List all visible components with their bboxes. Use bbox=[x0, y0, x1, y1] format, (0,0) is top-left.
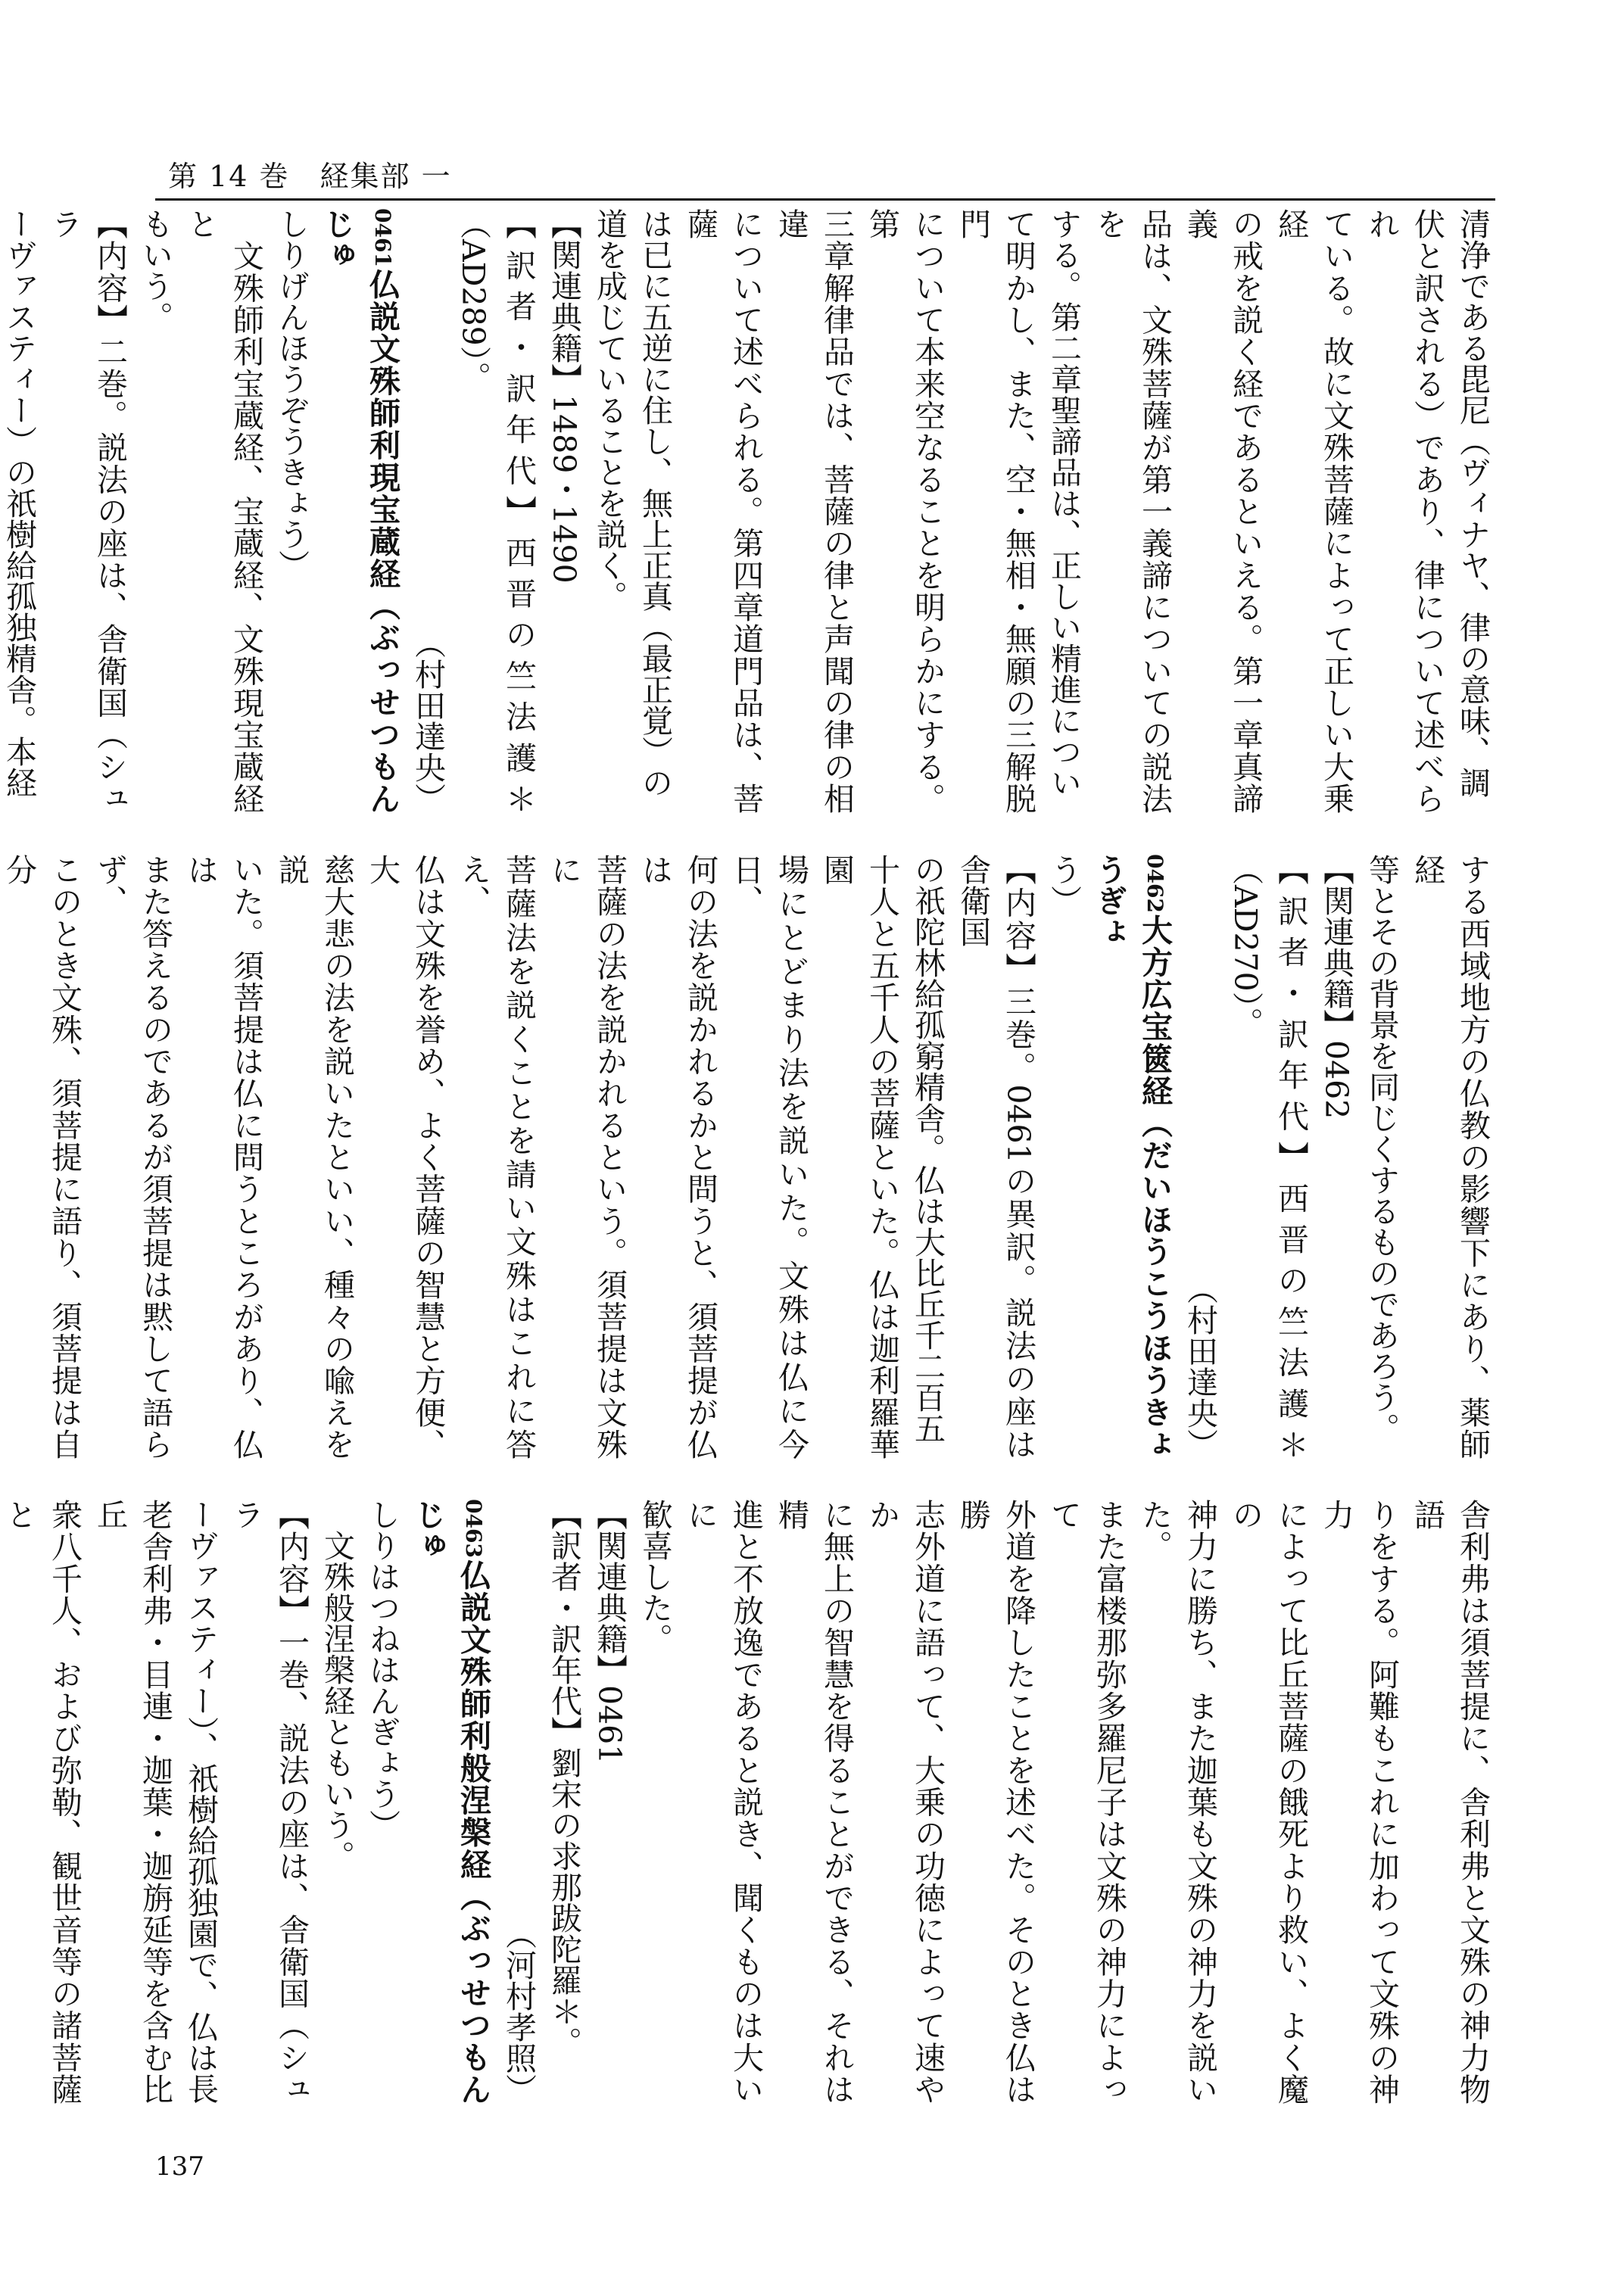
text-line: 【関連典籍】1489・1490 bbox=[546, 208, 582, 584]
text-line: 【内容】一巻、説法の座は、舎衛国（シュラ bbox=[228, 1499, 310, 2105]
text-line: 進と不放逸であると説き、聞くものは大いに bbox=[682, 1499, 764, 2105]
text-line: いた。須菩提は仏に問うところがあり、仏は bbox=[182, 854, 264, 1460]
entry-number: 0462 bbox=[1142, 854, 1167, 913]
text-line: ーヴァスティー）、祇樹給孤独園で、仏は長 bbox=[182, 1499, 219, 2105]
text-line: について述べられる。第四章道門品は、菩薩 bbox=[682, 208, 764, 814]
volume-header: 第 14 巻 経集部 一 bbox=[168, 160, 452, 193]
text-line: 何の法を説かれるかと問うと、須菩提が仏は bbox=[637, 854, 718, 1460]
text-line: このとき文殊、須菩提に語り、須菩提は自分 bbox=[1, 854, 83, 1460]
text-tier-top bbox=[1, 208, 1495, 815]
text-line: 道を成じていることを説く。 bbox=[591, 208, 628, 612]
entry-title: 仏説文殊師利般涅槃経（ぶっせつもんじゅ bbox=[410, 1499, 491, 2105]
text-line: 十人と五千人の菩薩といた。仏は迦利羅華園 bbox=[818, 854, 900, 1460]
translator-credit: （村田達央） bbox=[1182, 1273, 1218, 1460]
text-line: もいう。 bbox=[137, 208, 173, 332]
text-line: 【内容】三巻。0461の異訳。説法の座は舎衛国 bbox=[955, 854, 1036, 1460]
text-line: 菩薩法を説くことを請い文殊はこれに答え、 bbox=[455, 854, 537, 1460]
text-tier-bottom bbox=[1, 1499, 1495, 2105]
text-line: 三章解律品では、菩薩の律と声聞の律の相違 bbox=[773, 208, 855, 814]
text-line: また富楼那弥多羅尼子は文殊の神力によって bbox=[1046, 1499, 1127, 2105]
text-line: の戒を説く経であるといえる。第一章真諦義 bbox=[1182, 208, 1264, 814]
text-line: 【内容】二巻。説法の座は、舎衛国（シュラ bbox=[46, 208, 128, 814]
entry-title: 仏説文殊師利現宝蔵経（ぶっせつもんじゅ bbox=[319, 208, 401, 814]
text-line: 外道を降したことを述べた。そのとき仏は勝 bbox=[955, 1499, 1036, 2105]
text-line: 品は、文殊菩薩が第一義諦についての説法を bbox=[1091, 208, 1173, 814]
text-line: 歓喜した。 bbox=[637, 1499, 673, 1654]
entry-number: 0463 bbox=[461, 1499, 486, 1558]
text-line: によって比丘菩薩の餓死より救い、よく魔の bbox=[1227, 1499, 1309, 2105]
entry-heading bbox=[1086, 854, 1177, 1460]
text-line: 【関連典籍】0462 bbox=[1318, 854, 1354, 1120]
entry-title: 大方広宝篋経（だいほうこうほうきょうぎょ bbox=[1091, 854, 1173, 1460]
text-line: ている。故に文殊菩薩によって正しい大乗経 bbox=[1273, 208, 1354, 814]
text-line: 【訳者・訳年代】劉宋の求那跋陀羅＊。 bbox=[546, 1499, 582, 2058]
text-line: う） bbox=[1046, 854, 1082, 916]
text-line: 舎利弗は須菩提に、舎利弗と文殊の神力物語 bbox=[1409, 1499, 1491, 2105]
text-line: 場にとどまり法を説いた。文殊は仏に今日、 bbox=[728, 854, 809, 1460]
text-line: 等とその背景を同じくするものであろう。 bbox=[1364, 854, 1400, 1444]
text-line: 菩薩の法を説かれるという。須菩提は文殊に bbox=[546, 854, 628, 1460]
page-number: 137 bbox=[155, 2151, 204, 2182]
text-line: 清浄である毘尼（ヴィナヤ、律の意味、調 bbox=[1454, 208, 1491, 798]
text-line: 文殊師利宝蔵経、宝蔵経、文殊現宝蔵経と bbox=[182, 208, 264, 814]
header-rule bbox=[155, 198, 1495, 201]
text-line: 神力に勝ち、また迦葉も文殊の神力を説いた。 bbox=[1136, 1499, 1218, 2105]
text-line: は已に五逆に住し、無上正真（最正覚）の bbox=[637, 208, 673, 798]
text-line: 老舎利弗・目連・迦葉・迦旃延等を含む比丘 bbox=[92, 1499, 173, 2105]
text-line: について本来空なることを明らかにする。第 bbox=[864, 208, 946, 814]
text-line: 慈大悲の法を説いたといい、種々の喩えを説 bbox=[273, 854, 355, 1460]
text-line: に無上の智慧を得ることができる、それは精 bbox=[773, 1499, 855, 2105]
text-tier-middle bbox=[1, 854, 1495, 1460]
text-line: しりげんほうぞうきょう） bbox=[273, 208, 310, 581]
text-line: 仏は文殊を誉め、よく菩薩の智慧と方便、大 bbox=[364, 854, 446, 1460]
text-line: する西域地方の仏教の影響下にあり、薬師経 bbox=[1409, 854, 1491, 1460]
text-line: 【訳者・訳年代】西晋の竺法護＊（AD289）。 bbox=[455, 208, 537, 815]
text-line: 【関連典籍】0461 bbox=[591, 1499, 628, 1765]
translator-credit: （村田達央） bbox=[410, 628, 446, 814]
text-line: 【訳者・訳年代】西晋の竺法護＊（AD270）。 bbox=[1227, 854, 1309, 1460]
text-line: 志外道に語って、大乗の功徳によって速やか bbox=[864, 1499, 946, 2105]
text-line: 文殊般涅槃経ともいう。 bbox=[319, 1499, 355, 1871]
translator-credit: （河村孝照） bbox=[500, 1918, 537, 2105]
text-line: する。第二章聖諦品は、正しい精進につい bbox=[1046, 208, 1082, 798]
text-line: 衆八千人、および弥勒、観世音等の諸菩薩と bbox=[1, 1499, 83, 2105]
text-line: ーヴァスティー）の祇樹給孤独精舎。本経 bbox=[1, 208, 37, 798]
entry-number: 0461 bbox=[370, 208, 395, 267]
text-line: しりはつねはんぎょう） bbox=[364, 1499, 401, 1840]
text-line: て明かし、また、空・無相・無願の三解脱門 bbox=[955, 208, 1036, 814]
text-line: 伏と訳される）であり、律について述べられ bbox=[1364, 208, 1445, 814]
text-line: りをする。阿難もこれに加わって文殊の神力 bbox=[1318, 1499, 1400, 2105]
text-line: また答えるのであるが須菩提は黙して語らず、 bbox=[92, 854, 173, 1460]
entry-heading bbox=[405, 1499, 496, 2105]
entry-heading bbox=[314, 208, 405, 814]
text-line: の祇陀林給孤窮精舎。仏は大比丘千二百五 bbox=[909, 854, 946, 1444]
